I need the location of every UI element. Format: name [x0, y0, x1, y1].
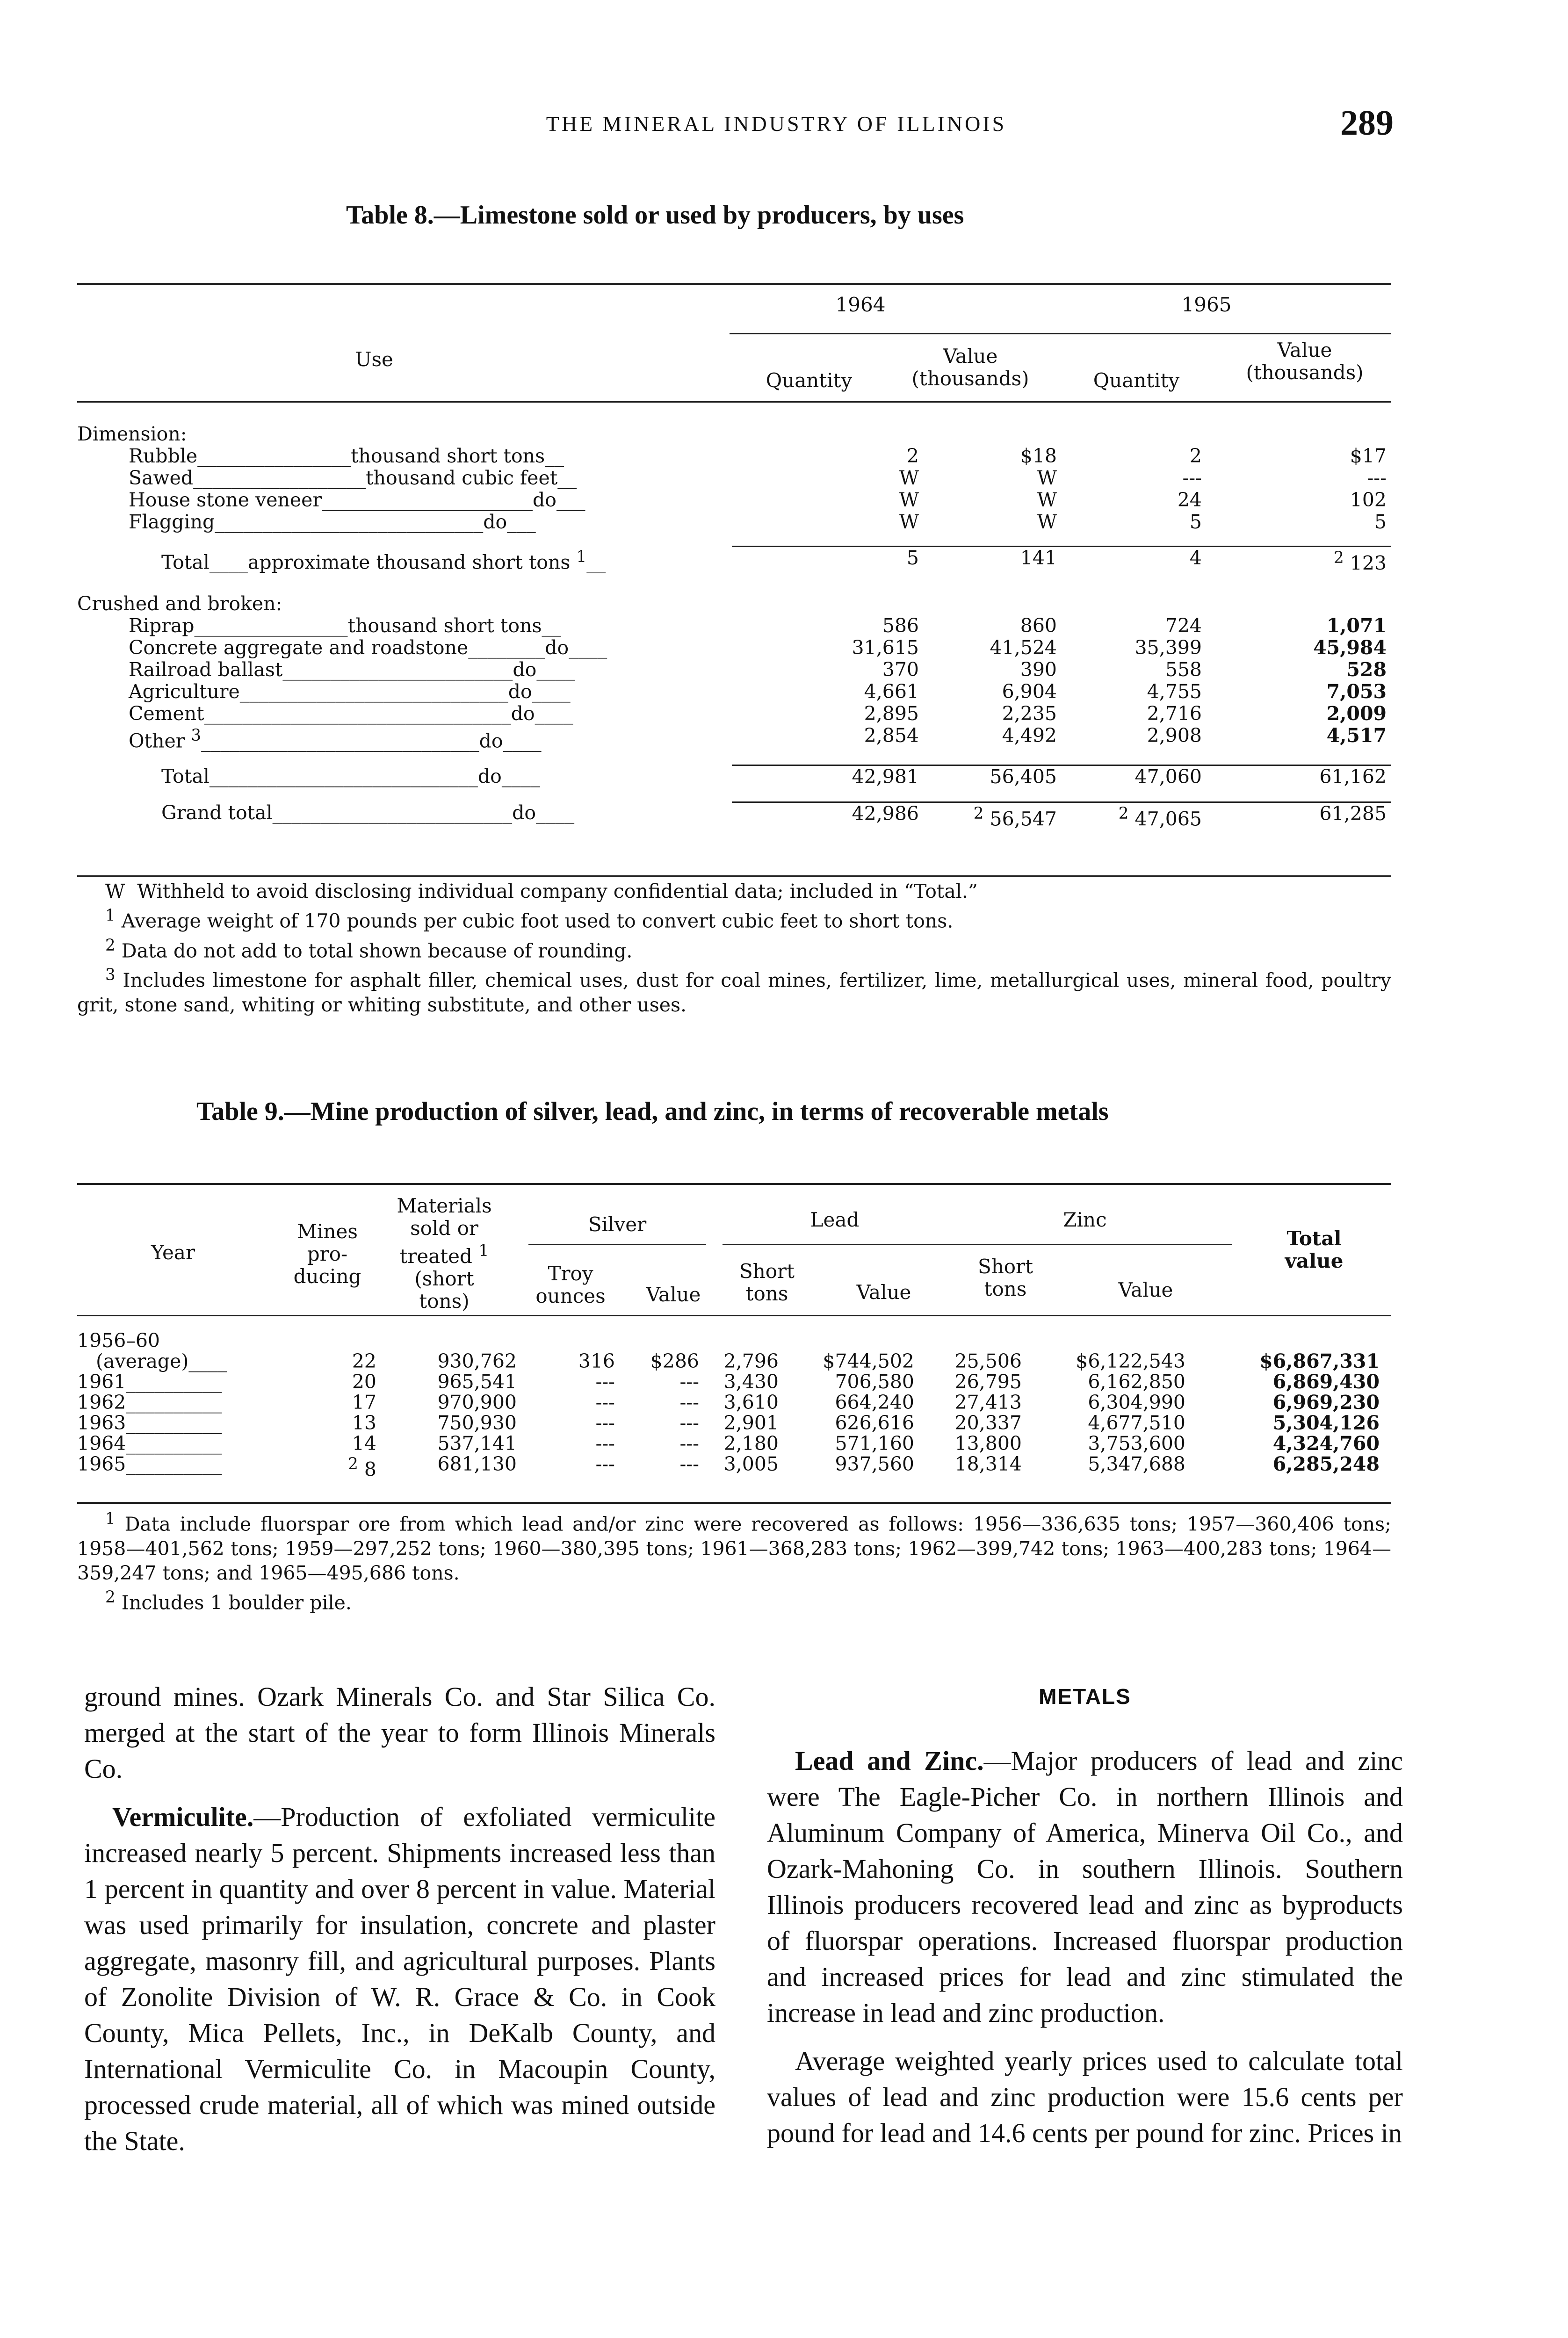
- table8-note: $^3$ Includes limestone for asphalt filler, chemical uses, dust for coal mines, fertilizer, lime, metallurgical uses, mineral food, poultry grit, stone sand, whiting or whiting substitute, and other uses.: [77, 966, 1391, 1016]
- table9-cell: 6,285,248: [1272, 1453, 1380, 1475]
- table8-cell: 41,524: [990, 636, 1057, 659]
- table8-cell: 47,060: [1083, 765, 1237, 788]
- table9-cell: 681,130: [437, 1453, 517, 1475]
- table9-cell: 6,304,990: [1088, 1391, 1185, 1414]
- table8-value-1965: [1225, 339, 1384, 384]
- table9-cell: $6,122,543: [1076, 1350, 1185, 1372]
- table9-row: [77, 1371, 1391, 1392]
- table9-row: [77, 1454, 1391, 1480]
- table9-cell: ---: [679, 1453, 699, 1475]
- table9-lead-value-header: Value: [856, 1281, 911, 1304]
- table9-cell: 4,677,510: [1088, 1412, 1185, 1434]
- table9-silver-rule: [528, 1244, 706, 1245]
- table8-cell: 2,716: [1147, 702, 1202, 725]
- table8-row: [77, 467, 1391, 489]
- table9-cell: 27,413: [954, 1391, 1022, 1414]
- lead-zinc-heading: Lead and Zinc.: [795, 1746, 984, 1776]
- table9-cell: ---: [595, 1432, 615, 1455]
- table9-caption: Table 9.—Mine production of silver, lead, and zinc, in terms of recoverable metals: [196, 1097, 1109, 1126]
- table9-lead-tons-header: Short tons: [739, 1260, 795, 1305]
- table8-row-label: House stone veneer______________________do___: [129, 489, 585, 511]
- table8-cell: 558: [1165, 658, 1202, 681]
- table9-cell: ---: [679, 1371, 699, 1393]
- table8-cell: 5: [732, 546, 928, 574]
- table9-cell: 970,900: [437, 1391, 517, 1414]
- table8-use-header: Use: [355, 348, 393, 371]
- table8-cell: 61,162: [1237, 765, 1391, 788]
- table9-cell: 18,314: [954, 1453, 1022, 1475]
- table9-year-cell: 1962__________: [77, 1391, 222, 1414]
- left-paragraph-1: ground mines. Ozark Minerals Co. and Star Silica Co. merged at the start of the year to form Illinois Minerals Co.: [84, 1681, 715, 1784]
- table9-cell: ---: [679, 1432, 699, 1455]
- table9-cell: 2,180: [723, 1432, 779, 1455]
- table9-note: $^2$ Includes 1 boulder pile.: [105, 1588, 352, 1614]
- table8-cell: 45,984: [1313, 636, 1387, 659]
- table8-value-1965-l1: Value: [1277, 339, 1332, 361]
- table8-cell: 42,986: [732, 802, 928, 830]
- table8-year-1964: 1964: [835, 293, 886, 316]
- table8-value-1964-l2: (thousands): [911, 367, 1029, 390]
- table8-cell: W: [899, 489, 919, 511]
- table8-cell: 7,053: [1326, 680, 1387, 703]
- table9-total-header: Total value: [1285, 1227, 1344, 1272]
- table8-row-label: Other $^3$_____________________________do____: [129, 726, 542, 752]
- table8-cell: $18: [1020, 445, 1057, 467]
- table9-cell: 5,304,126: [1272, 1412, 1380, 1434]
- table9-year-cell: 1964__________: [77, 1432, 222, 1455]
- table8-row: [77, 511, 1391, 533]
- table9-note: $^1$ Data include fluorspar ore from which lead and/or zinc were recovered as follows: 1956—336,635 tons; 1957—360,406 tons; 1958—401,562 tons; 1959—297,252 tons; 1960—380,395 tons; 1961—368,283 tons; 1962—399,742 tons; 1963—400,283 tons; 1964—359,247 tons; and 1965—495,686 tons.: [77, 1509, 1391, 1584]
- table9-mines-header: Mines pro- ducing: [293, 1220, 361, 1288]
- table8-dimension-header: [77, 423, 1391, 445]
- table9-cell: $286: [650, 1350, 699, 1372]
- table8-notes: [77, 879, 1391, 1017]
- table8-row: [77, 445, 1391, 467]
- table8-cell: 2,854: [864, 724, 919, 747]
- table8-cell: 370: [882, 658, 919, 681]
- right-paragraph-2: Average weighted yearly prices used to calculate total values of lead and zinc production were 15.6 cents per pound for lead and 14.6 cents per pound for zinc. Prices in: [767, 2046, 1403, 2148]
- table9-cell: 664,240: [835, 1391, 914, 1414]
- table8-cell: $^2$ 123: [1237, 546, 1391, 574]
- table9-cell: 930,762: [437, 1350, 517, 1372]
- table9-zinc-header: Zinc: [1063, 1208, 1107, 1231]
- table8-cell: 31,615: [852, 636, 919, 659]
- table8-cell: 42,981: [732, 765, 928, 788]
- table9-cell: 13: [352, 1412, 376, 1434]
- table9-cell: 6,869,430: [1272, 1371, 1380, 1393]
- table9-silver-header: Silver: [588, 1213, 647, 1236]
- table8-row-label: Rubble________________thousand short tons__: [129, 445, 564, 467]
- table9-cell: 6,969,230: [1272, 1391, 1380, 1414]
- table8-dimension-total-row: [77, 546, 1391, 574]
- table8-quantity-1964: Quantity: [766, 369, 853, 392]
- table9-cell: 4,324,760: [1272, 1432, 1380, 1455]
- table9-notes: [77, 1507, 1391, 1615]
- table9-cell: 706,580: [835, 1371, 914, 1393]
- table8-cell: 4,492: [1002, 724, 1057, 747]
- table8-cell: 61,285: [1237, 802, 1391, 830]
- table9-leadzinc-rule: [723, 1244, 1232, 1245]
- table8-year-1965: 1965: [1181, 293, 1232, 316]
- table9-cell: 3,610: [723, 1391, 779, 1414]
- table9-year-cell: 1956–60 (average)____: [77, 1329, 227, 1372]
- table9-cell: ---: [595, 1453, 615, 1475]
- table8-cell: W: [1037, 489, 1057, 511]
- table9-cell: 750,930: [437, 1412, 517, 1434]
- table8-cell: 390: [1020, 658, 1057, 681]
- table8-crushed-label: Crushed and broken:: [77, 592, 282, 615]
- table8-value-1964-l1: Value: [943, 345, 998, 368]
- table9-row: [77, 1413, 1391, 1433]
- table9-row: [77, 1392, 1391, 1413]
- table9-cell: 626,616: [835, 1412, 914, 1434]
- table8-quantity-1965: Quantity: [1093, 369, 1180, 392]
- table9-cell: $744,502: [823, 1350, 914, 1372]
- table8-cell: ---: [1182, 467, 1202, 489]
- table8-cell: 528: [1346, 658, 1387, 681]
- table8-cell: 724: [1165, 614, 1202, 637]
- table9-materials-header: Materials sold or treated $^1$ (short tons): [397, 1194, 492, 1313]
- table9-cell: $6,867,331: [1259, 1350, 1380, 1372]
- table8-cell: 102: [1350, 489, 1387, 511]
- table9-cell: ---: [595, 1371, 615, 1393]
- table8-row: [77, 681, 1391, 703]
- table9-year-cell: 1963__________: [77, 1412, 222, 1434]
- table8-cell: 2,908: [1147, 724, 1202, 747]
- table9-cell: 2,901: [723, 1412, 779, 1434]
- running-head: THE MINERAL INDUSTRY OF ILLINOIS: [546, 112, 1007, 136]
- table8-row-label: Concrete aggregate and roadstone________do____: [129, 636, 607, 659]
- table9-cell: 20,337: [954, 1412, 1022, 1434]
- table8-row: [77, 659, 1391, 681]
- table9-cell: 17: [352, 1391, 376, 1414]
- table9-row: [77, 1330, 1391, 1371]
- table8-cell: W: [1037, 467, 1057, 489]
- table8-row: [77, 615, 1391, 637]
- table8-row-label: Sawed__________________thousand cubic feet__: [129, 467, 577, 489]
- table9-row: [77, 1433, 1391, 1454]
- table9-zinc-tons-header: Short tons: [977, 1255, 1033, 1300]
- left-column: [84, 1679, 715, 2171]
- table8-cell: 5: [1189, 511, 1202, 533]
- table8-row: [77, 489, 1391, 511]
- table9-top-rule: [77, 1183, 1391, 1185]
- table9-cell: 316: [578, 1350, 615, 1372]
- table8-cell: 2,009: [1326, 702, 1387, 725]
- table8-caption: Table 8.—Limestone sold or used by producers, by uses: [346, 201, 964, 230]
- table8-row-label: Cement________________________________do____: [129, 702, 573, 725]
- table8-header-rule: [77, 401, 1391, 403]
- table8-cell: 141: [928, 546, 1083, 574]
- table9-cell: 3,430: [723, 1371, 779, 1393]
- table8-cell: 1,071: [1326, 614, 1387, 637]
- table8-cell: W: [899, 467, 919, 489]
- table8-top-rule: [77, 283, 1391, 285]
- table8-value-1964: [893, 345, 1048, 390]
- table9-cell: ---: [679, 1412, 699, 1434]
- table8-row-label: Railroad ballast________________________do____: [129, 658, 575, 681]
- table8-cell: 35,399: [1134, 636, 1202, 659]
- table9-cell: ---: [595, 1412, 615, 1434]
- table8-dimension-label: Dimension:: [77, 423, 187, 445]
- table8-cell: 4,517: [1326, 724, 1387, 747]
- table8-crushed-total-row: [77, 765, 1391, 788]
- table8-cell: 860: [1020, 614, 1057, 637]
- table9-silver-value-header: Value: [646, 1283, 701, 1306]
- table8-row-label: Total____________________________do____: [161, 765, 540, 787]
- table8-row-label: Total____approximate thousand short tons $^1$__: [161, 548, 606, 574]
- table9-cell: 22: [352, 1350, 376, 1372]
- table9-bottom-rule: [77, 1502, 1391, 1504]
- table9-cell: 14: [352, 1432, 376, 1455]
- table8-cell: $^2$ 47,065: [1083, 802, 1237, 830]
- table8-grand-total-row: [77, 802, 1391, 830]
- table9-cell: 3,005: [723, 1453, 779, 1475]
- page-number: 289: [1340, 103, 1394, 143]
- table8-cell: W: [1037, 511, 1057, 533]
- table8-note: $^1$ Average weight of 170 pounds per cubic foot used to convert cubic feet to short tons.: [105, 906, 954, 932]
- table9-cell: 20: [352, 1371, 376, 1393]
- table9-year-header: Year: [151, 1241, 195, 1264]
- table9-cell: 13,800: [954, 1432, 1022, 1455]
- table9-year-cell: 1965__________: [77, 1453, 222, 1475]
- table8-cell: 2: [1189, 445, 1202, 467]
- table8-cell: ---: [1367, 467, 1387, 489]
- table9-cell: 2,796: [723, 1350, 779, 1372]
- table9-cell: ---: [595, 1391, 615, 1414]
- table8-cell: 586: [882, 614, 919, 637]
- table9-cell: 26,795: [954, 1371, 1022, 1393]
- table8-cell: W: [899, 511, 919, 533]
- table8-bottom-rule: [77, 875, 1391, 877]
- table8-cell: 4,755: [1147, 680, 1202, 703]
- table9-year-cell: 1961__________: [77, 1371, 222, 1393]
- table8-body: [77, 423, 1391, 830]
- left-paragraph-2: Vermiculite.—Production of exfoliated vermiculite increased nearly 5 percent. Shipments increased less than 1 percent in quantity and over 8 percent in value. Material was used primarily for insulation, concrete and plaster aggregate, masonry fill, and agricultural purposes. Plants of Zonolite Division of W. R. Grace & Co. in Cook County, Mica Pellets, Inc., in DeKalb County, and International Vermiculite Co. in Macoupin County, processed crude material, all of which was mined outside the State.: [84, 1802, 715, 2156]
- table9-zinc-value-header: Value: [1118, 1278, 1173, 1301]
- table8-cell: 56,405: [928, 765, 1083, 788]
- right-column: [767, 1679, 1403, 2163]
- table8-crushed-header: [77, 593, 1391, 615]
- table9-cell: 965,541: [437, 1371, 517, 1393]
- table9-cell: 5,347,688: [1088, 1453, 1185, 1475]
- table8-cell: $^2$ 56,547: [928, 802, 1083, 830]
- table8-cell: $17: [1350, 445, 1387, 467]
- table9-header-rule: [77, 1315, 1391, 1316]
- table9-cell: 6,162,850: [1088, 1371, 1185, 1393]
- table8-note: W Withheld to avoid disclosing individual company confidential data; included in “Total.”: [105, 880, 978, 902]
- vermiculite-heading: Vermiculite.: [112, 1802, 254, 1832]
- table8-year-rule: [730, 333, 1391, 334]
- table9-cell: 537,141: [437, 1432, 517, 1455]
- table9-lead-header: Lead: [810, 1208, 860, 1231]
- metals-heading: METALS: [1039, 1684, 1131, 1709]
- table9-cell: 937,560: [835, 1453, 914, 1475]
- right-paragraph-1: Lead and Zinc.—Major producers of lead and zinc were The Eagle-Picher Co. in northern Illinois and Aluminum Company of America, Minerva Oil Co., and Ozark-Mahoning Co. in southern Illinois. Southern Illinois producers recovered lead and zinc as byproducts of fluorspar operations. Increased fluorspar production and increased prices for lead and zinc stimulated the increase in lead and zinc production.: [767, 1746, 1403, 2028]
- table8-row-label: Riprap________________thousand short tons__: [129, 614, 561, 637]
- table9-cell: ---: [679, 1391, 699, 1414]
- table8-cell: 4: [1083, 546, 1237, 574]
- table8-cell: 2: [906, 445, 919, 467]
- table9-cell: 3,753,600: [1088, 1432, 1185, 1455]
- table8-cell: 5: [1374, 511, 1387, 533]
- table8-cell: 24: [1177, 489, 1202, 511]
- table9-cell: 25,506: [954, 1350, 1022, 1372]
- table8-cell: 6,904: [1002, 680, 1057, 703]
- table9-cell: 571,160: [835, 1432, 914, 1455]
- table8-cell: 2,235: [1002, 702, 1057, 725]
- table8-row-label: Flagging____________________________do___: [129, 511, 536, 533]
- table8-cell: 4,661: [864, 680, 919, 703]
- table9-troy-header: Troy ounces: [535, 1262, 606, 1307]
- table8-note: $^2$ Data do not add to total shown because of rounding.: [105, 936, 633, 962]
- table8-row: [77, 703, 1391, 725]
- table8-row-label: Agriculture____________________________do____: [129, 680, 571, 703]
- table8-value-1965-l2: (thousands): [1246, 361, 1364, 384]
- table8-row: [77, 725, 1391, 752]
- table8-cell: 2,895: [864, 702, 919, 725]
- table8-row: [77, 637, 1391, 659]
- table8-row-label: Grand total_________________________do____: [161, 801, 575, 824]
- table9-cell: $^2$ 8: [348, 1455, 376, 1481]
- table9-body: [77, 1330, 1391, 1480]
